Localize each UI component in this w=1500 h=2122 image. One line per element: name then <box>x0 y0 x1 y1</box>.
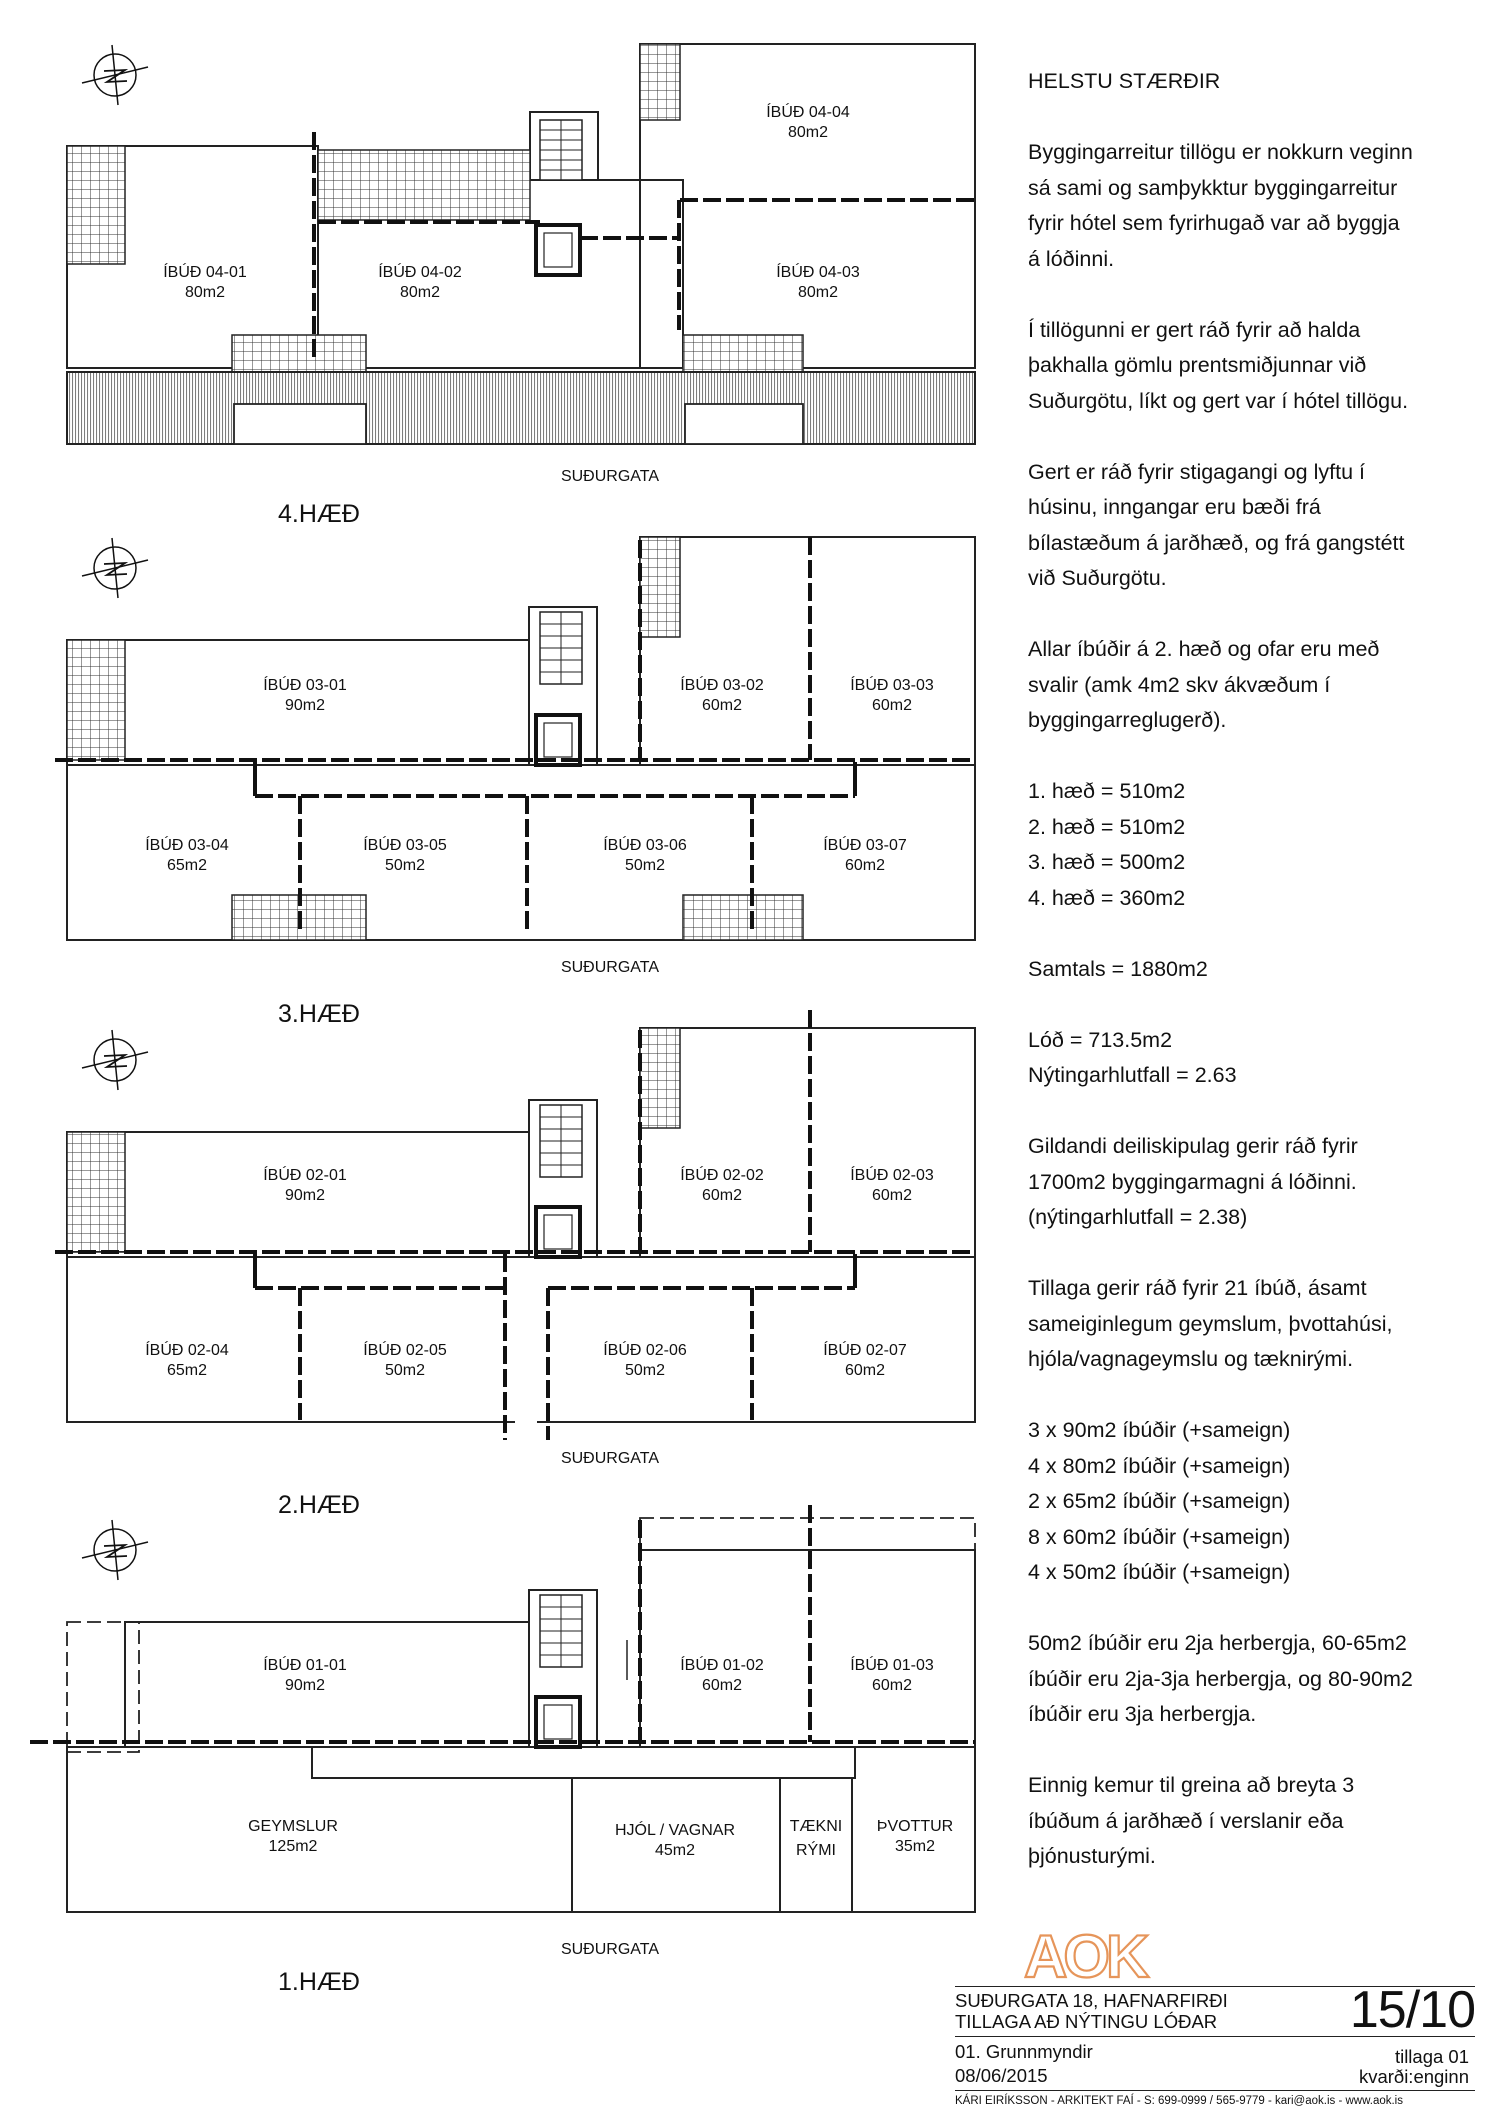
room-area: 60m2 <box>844 1362 886 1379</box>
floor-3-plan <box>55 537 975 940</box>
north-arrow-icon <box>82 1030 148 1090</box>
room-area: 45m2 <box>654 1842 696 1859</box>
room-name: ÍBÚÐ 03-03 <box>850 677 934 694</box>
street-label: SUÐURGATA <box>560 1941 660 1958</box>
north-arrow-icon <box>82 1520 148 1580</box>
room-area: RÝMI <box>796 1842 836 1859</box>
room-area: 65m2 <box>166 857 208 874</box>
version-label: tillaga 01 <box>1394 2046 1469 2067</box>
paragraph: Í tillögunni er gert ráð fyrir að halda þakhalla gömlu prentsmiðjunnar við Suðurgötu, líkt og gert var í hótel tillögu. <box>1028 317 1409 413</box>
room-name: ÍBÚÐ 02-07 <box>823 1342 907 1359</box>
room-area: 60m2 <box>871 1187 913 1204</box>
floor-label: 2.HÆÐ <box>278 1491 360 1519</box>
aok-logo <box>1024 1923 1149 1990</box>
room-name: ÍBÚÐ 04-02 <box>378 264 462 281</box>
room-area: 50m2 <box>384 857 426 874</box>
room-name: ÍBÚÐ 01-03 <box>850 1657 934 1674</box>
street-label: SUÐURGATA <box>560 468 660 485</box>
floor-label: 1.HÆÐ <box>278 1968 360 1996</box>
plot-ratio: Lóð = 713.5m2 Nýtingarhlutfall = 2.63 <box>1028 1027 1237 1087</box>
room-name: ÍBÚÐ 03-05 <box>363 837 447 854</box>
paragraph: Tillaga gerir ráð fyrir 21 íbúð, ásamt sameiginlegum geymslum, þvottahúsi, hjóla/vagnageymslu og tæknirými. <box>1028 1276 1393 1371</box>
sidebar-heading: HELSTU STÆRÐIR <box>1028 69 1221 93</box>
paragraph: Allar íbúðir á 2. hæð og ofar eru með svalir (amk 4m2 skv ákvæðum í byggingarreglugerð). <box>1028 637 1380 732</box>
room-name: ÍBÚÐ 03-01 <box>263 677 347 694</box>
room-name: HJÓL / VAGNAR <box>614 1822 736 1839</box>
room-name: ÍBÚÐ 03-02 <box>680 677 764 694</box>
unit-mix: 3 x 90m2 íbúðir (+sameign) 4 x 80m2 íbúðir (+sameign) 2 x 65m2 íbúðir (+sameign) 8 x 60m2 íbúðir (+sameign) 4 x 50m2 íbúðir (+sameign) <box>1028 1418 1291 1584</box>
room-area: 50m2 <box>624 1362 666 1379</box>
room-area: 50m2 <box>624 857 666 874</box>
room-name: ÍBÚÐ 02-05 <box>363 1342 447 1359</box>
room-area: 50m2 <box>384 1362 426 1379</box>
paragraph: Gildandi deiliskipulag gerir ráð fyrir 1700m2 byggingarmagni á lóðinni. (nýtingarhlutfall = 2.38) <box>1028 1134 1358 1229</box>
street-label: SUÐURGATA <box>560 1450 660 1467</box>
floor-label: 3.HÆÐ <box>278 1000 360 1028</box>
floor-label: 4.HÆÐ <box>278 500 360 528</box>
project-line-1: SUÐURGATA 18, HAFNARFIRÐI <box>955 1990 1228 2011</box>
north-arrow-icon <box>82 538 148 598</box>
room-area: 60m2 <box>701 697 743 714</box>
room-name: TÆKNI <box>789 1818 843 1835</box>
room-area: 80m2 <box>184 284 226 301</box>
room-area: 90m2 <box>284 1677 326 1694</box>
room-area: 60m2 <box>701 1677 743 1694</box>
scale-label: kvarði:enginn <box>1358 2066 1469 2087</box>
architect-footer: KÁRI EIRÍKSSON - ARKITEKT FAÍ - S: 699-0999 / 565-9779 - kari@aok.is - www.aok.is <box>955 2095 1403 2107</box>
room-name: ÍBÚÐ 02-04 <box>145 1342 229 1359</box>
room-name: ÍBÚÐ 04-03 <box>776 264 860 281</box>
room-area: 65m2 <box>166 1362 208 1379</box>
project-line-2: TILLAGA AÐ NÝTINGU LÓÐAR <box>955 2011 1218 2032</box>
street-label: SUÐURGATA <box>560 959 660 976</box>
room-name: ÍBÚÐ 02-03 <box>850 1167 934 1184</box>
room-name: ÞVOTTUR <box>876 1818 954 1835</box>
room-name: GEYMSLUR <box>248 1818 338 1835</box>
total-area: Samtals = 1880m2 <box>1028 956 1208 981</box>
sidebar-text <box>1028 64 1478 1910</box>
room-name: ÍBÚÐ 04-01 <box>163 264 247 281</box>
room-name: ÍBÚÐ 01-02 <box>680 1657 764 1674</box>
paragraph: Gert er ráð fyrir stigagangi og lyftu í húsinu, inngangar eru bæði frá bílastæðum á jarðhæð, og frá gangstétt við Suðurgötu. <box>1028 459 1405 590</box>
room-name: ÍBÚÐ 01-01 <box>263 1657 347 1674</box>
floor-areas: 1. hæð = 510m2 2. hæð = 510m2 3. hæð = 500m2 4. hæð = 360m2 <box>1028 779 1186 910</box>
room-area: 60m2 <box>871 697 913 714</box>
room-name: ÍBÚÐ 03-04 <box>145 837 229 854</box>
drawing-title: 01. Grunnmyndir <box>955 2041 1093 2062</box>
room-area: 125m2 <box>268 1838 318 1855</box>
room-name: ÍBÚÐ 02-06 <box>603 1342 687 1359</box>
room-area: 80m2 <box>399 284 441 301</box>
room-name: ÍBÚÐ 04-04 <box>766 104 850 121</box>
room-name: ÍBÚÐ 03-07 <box>823 837 907 854</box>
room-name: ÍBÚÐ 02-01 <box>263 1167 347 1184</box>
north-arrow-icon <box>82 45 148 105</box>
room-name: ÍBÚÐ 03-06 <box>603 837 687 854</box>
room-area: 35m2 <box>894 1838 936 1855</box>
sheet-number: 15/10 <box>1349 1981 1475 2039</box>
paragraph: Einnig kemur til greina að breyta 3 íbúðum á jarðhæð í verslanir eða þjónusturými. <box>1028 1773 1355 1868</box>
room-area: 60m2 <box>701 1187 743 1204</box>
room-area: 90m2 <box>284 1187 326 1204</box>
room-area: 60m2 <box>844 857 886 874</box>
room-area: 80m2 <box>797 284 839 301</box>
paragraph: 50m2 íbúðir eru 2ja herbergja, 60-65m2 íbúðir eru 2ja-3ja herbergja, og 80-90m2 íbúðir eru 3ja herbergja. <box>1028 1631 1413 1726</box>
paragraph: Byggingarreitur tillögu er nokkurn veginn sá sami og samþykktur byggingarreitur fyrir hótel sem fyrirhugað var að byggja á lóðinni. <box>1028 140 1413 271</box>
room-area: 80m2 <box>787 124 829 141</box>
room-name: ÍBÚÐ 02-02 <box>680 1167 764 1184</box>
drawing-date: 08/06/2015 <box>955 2065 1048 2086</box>
svg-text:AOK: AOK <box>1024 1923 1146 1990</box>
room-area: 90m2 <box>284 697 326 714</box>
room-area: 60m2 <box>871 1677 913 1694</box>
